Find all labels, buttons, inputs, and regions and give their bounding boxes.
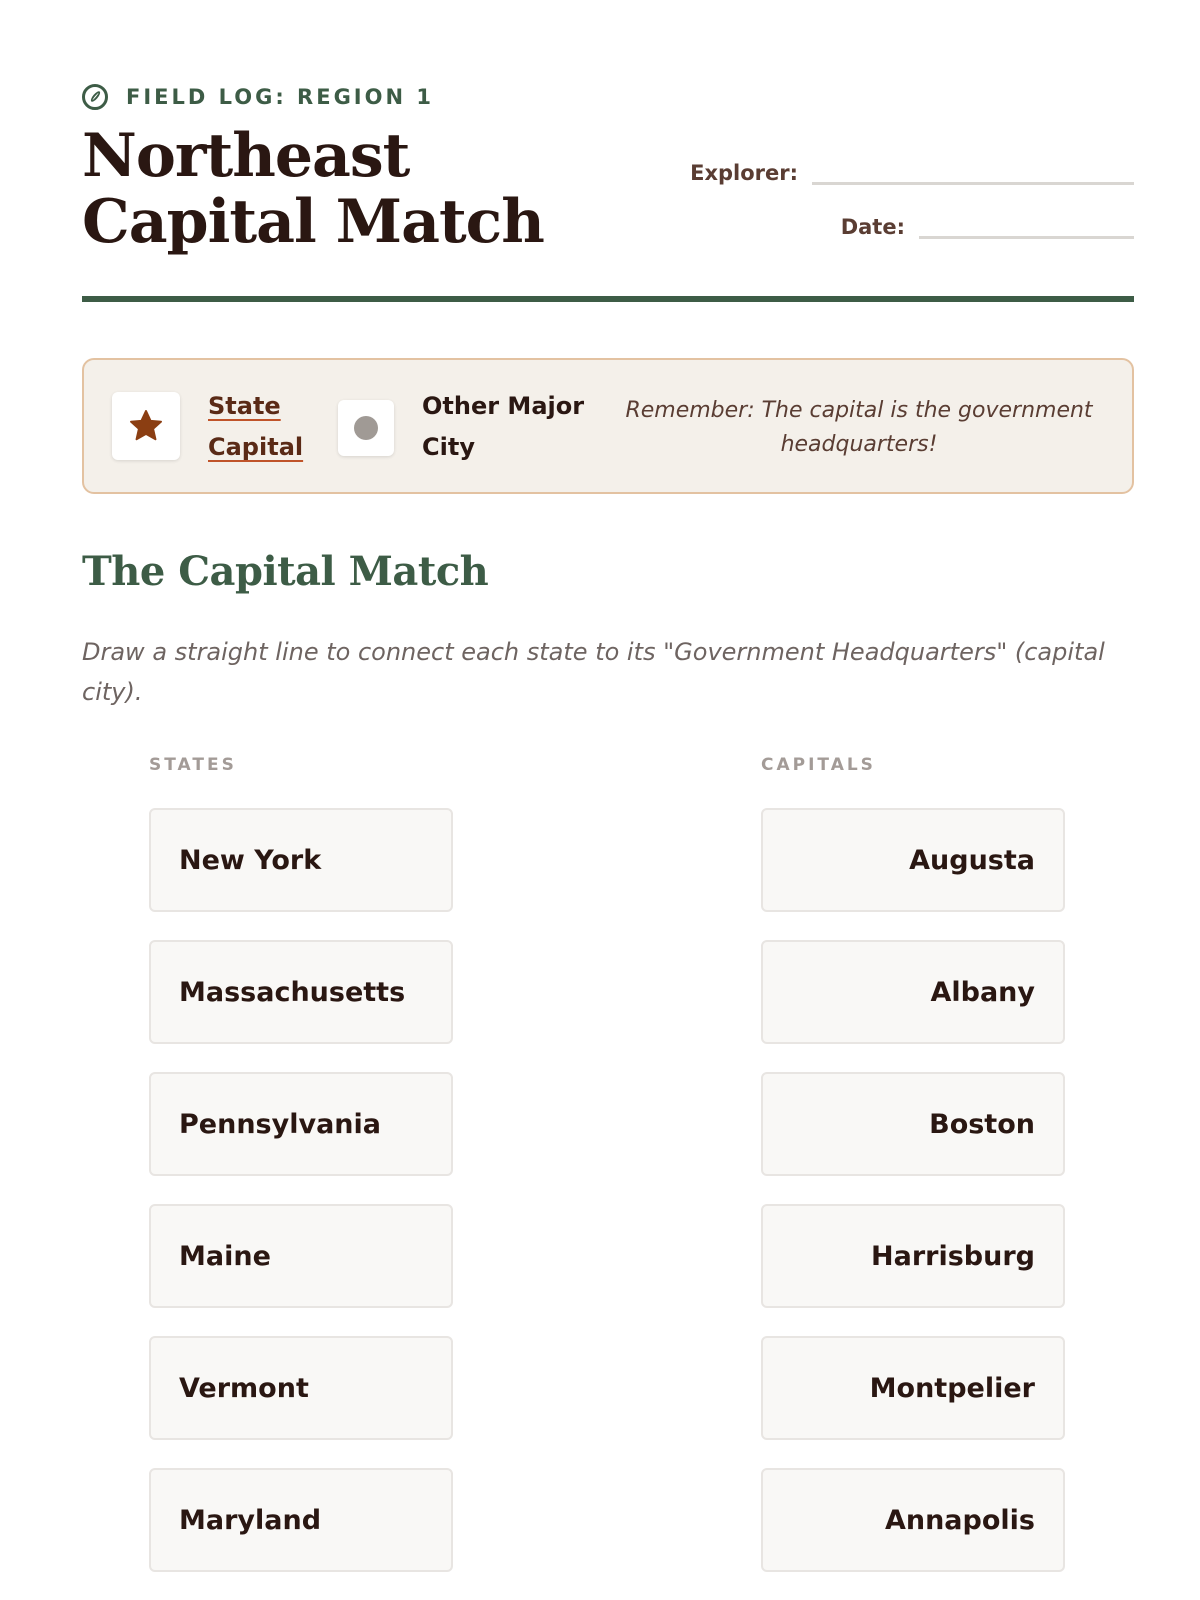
state-card[interactable]: Maryland <box>149 1468 453 1572</box>
state-card[interactable]: New York <box>149 808 453 912</box>
field-log-kicker <box>82 80 434 114</box>
date-field[interactable] <box>841 214 1134 239</box>
capital-card[interactable]: Augusta <box>761 808 1065 912</box>
legend-capital-label: State Capital <box>208 392 304 461</box>
explorer-field[interactable] <box>690 160 1134 185</box>
star-icon <box>127 407 165 445</box>
header-divider <box>82 296 1134 302</box>
dot-icon <box>354 416 378 440</box>
state-card[interactable]: Vermont <box>149 1336 453 1440</box>
capital-card[interactable]: Harrisburg <box>761 1204 1065 1308</box>
worksheet-page <box>82 0 1134 1600</box>
page-title: Northeast Capital Match <box>82 121 544 257</box>
capital-card[interactable]: Boston <box>761 1072 1065 1176</box>
legend-city-label: Other Major City <box>422 392 585 461</box>
date-line[interactable] <box>919 214 1134 239</box>
state-card[interactable]: Maine <box>149 1204 453 1308</box>
kicker-label: FIELD LOG: REGION 1 <box>126 85 434 109</box>
capitals-heading: CAPITALS <box>761 755 876 775</box>
date-label: Date: <box>840 215 905 239</box>
states-heading: STATES <box>149 755 237 775</box>
compass-icon <box>82 84 108 110</box>
explorer-line[interactable] <box>812 160 1134 185</box>
state-card[interactable]: Massachusetts <box>149 940 453 1044</box>
star-key <box>112 392 180 460</box>
capital-card[interactable]: Albany <box>761 940 1065 1044</box>
dot-key <box>338 400 394 456</box>
explorer-label: Explorer: <box>690 161 798 185</box>
capital-card[interactable]: Montpelier <box>761 1336 1065 1440</box>
legend-note: Remember: The capital is the government headquarters! <box>625 398 1093 457</box>
section-title: The Capital Match <box>82 548 489 595</box>
state-card[interactable]: Pennsylvania <box>149 1072 453 1176</box>
capital-card[interactable]: Annapolis <box>761 1468 1065 1572</box>
instructions: Draw a straight line to connect each state to its "Government Headquarters" (capital city). <box>82 638 1105 706</box>
legend-box <box>82 358 1134 494</box>
